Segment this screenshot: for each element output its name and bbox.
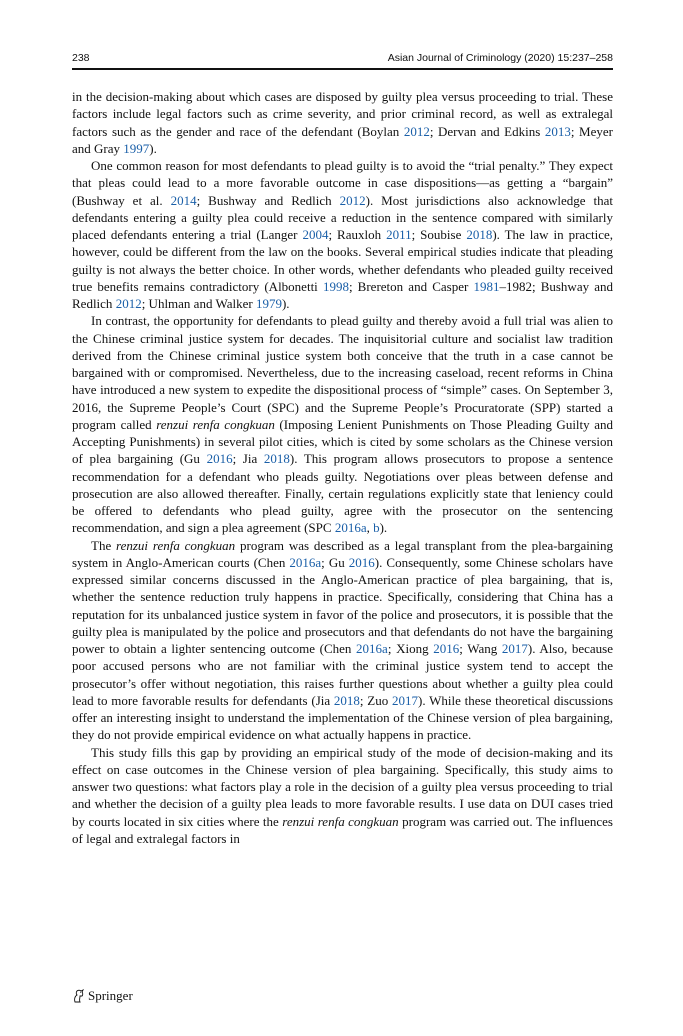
citation-link[interactable]: 2016	[206, 451, 233, 467]
text-run: ). Consequently, some Chinese scholars have expressed similar concerns discussed in the Anglo-American practice of plea bargaining, that is, whether the sentence reduction truly happens in practice. Specifically, considering that China has a reputation for its unbalanced justice system in favor of the police and prosecutors, it is possible that the guilty plea is manipulated by the police and prosecutors and that defendants do not have the bargaining power to obtain a lighter sentencing outcome (Chen	[72, 554, 613, 656]
text-run: (Imposing Lenient Punishments on Those Pleading Guilty and Accepting Punishments) in several pilot cities, which is cited by some scholars as the Chinese version of plea bargaining (Gu	[72, 416, 613, 467]
citation-link[interactable]: 2013	[544, 123, 571, 139]
citation-link[interactable]: 2016a	[289, 554, 322, 570]
text-run: ). The law in practice, however, could be different from the law on the books. Several empirical studies indicate that pleading guilty is not always the better choice. In other words, whether defendants who pleaded guilty received true benefits remains contradictory (Albonetti	[72, 227, 613, 294]
text-run: ; Meyer and Gray	[72, 123, 613, 156]
text-run: program was described as a legal transplant from the plea-bargaining system in Anglo-American courts (Chen	[72, 537, 613, 570]
text-run: ; Dervan and Edkins	[429, 123, 545, 139]
citation-link[interactable]: 2017	[392, 692, 419, 708]
italic-term: renzui renfa congkuan	[282, 813, 399, 829]
page-number: 238	[72, 52, 90, 64]
text-run: ). Most jurisdictions also acknowledge that defendants entering a guilty plea could receive a reduction in the sentence compared with similarly placed defendants entering a trial (Langer	[72, 192, 613, 242]
springer-horse-icon	[72, 989, 85, 1003]
text-run: ; Gu	[321, 554, 349, 570]
citation-link[interactable]: 2017	[501, 641, 528, 656]
publisher-footer	[72, 988, 133, 1004]
citation-link[interactable]: 1979	[255, 296, 282, 311]
citation-link[interactable]: 2018	[466, 227, 493, 242]
citation-link[interactable]: 1981	[473, 278, 500, 294]
citation-link[interactable]: 1997	[123, 140, 150, 156]
citation-link[interactable]: 2016a	[334, 520, 367, 536]
body-paragraph	[72, 157, 613, 312]
citation-link[interactable]: 2011	[386, 227, 412, 242]
text-run: program was carried out. The influences of legal and extralegal factors in	[72, 813, 613, 846]
publisher-name: Springer	[88, 988, 133, 1003]
text-run: ).	[281, 296, 290, 311]
body-paragraph	[72, 744, 613, 848]
text-run: in the decision-making about which cases are disposed by guilty plea versus proceeding to trial. These factors include legal factors such as crime severity, and prior criminal record, as well as extralegal factors such as the gender and race of the defendant (Boylan	[72, 89, 613, 139]
citation-link[interactable]: 2012	[115, 296, 142, 311]
body-paragraph	[72, 537, 613, 744]
citation-link[interactable]: 2012	[339, 192, 366, 208]
citation-link[interactable]: 2018	[263, 451, 290, 467]
citation-link[interactable]: 2014	[170, 192, 197, 208]
text-run: ; Soubise	[411, 227, 467, 242]
journal-citation: Asian Journal of Criminology (2020) 15:237–258	[387, 52, 613, 64]
text-run: –1982; Bushway and Redlich	[72, 278, 613, 311]
text-run: ,	[366, 520, 374, 536]
text-run: ). Also, because poor accused persons who are not familiar with the criminal justice system tend to accept the prosecutor’s offer without negotiation, this raises further questions about whether a guilty plea could lead to more favorable results for defendants (Jia	[72, 641, 613, 708]
text-run: ). While these theoretical discussions offer an interesting insight to understand the implementation of the Chinese version of plea bargaining, they do not provide empirical evidence on what actually happens in practice.	[72, 692, 614, 743]
text-run: ; Jia	[232, 451, 264, 467]
citation-link[interactable]: 2016a	[356, 641, 388, 656]
body-paragraph	[72, 88, 613, 157]
citation-link[interactable]: 2012	[403, 123, 430, 139]
header-rule	[72, 68, 613, 70]
citation-link[interactable]: 2018	[333, 692, 360, 708]
article-body	[72, 88, 613, 847]
citation-link[interactable]: 1998	[322, 278, 349, 294]
text-run: ).	[379, 520, 388, 536]
citation-link[interactable]: 2016	[348, 554, 375, 570]
italic-term: renzui renfa congkuan	[116, 537, 236, 553]
text-run: ). This program allows prosecutors to propose a sentence recommendation for a defendant who pleads guilty. Negotiations over pleas between defense and prosecution are also allowed thereafter. Finally, certain regulations explicitly state that leniency could be offered to defendants who plead guilty, agree with the prosecutor on the sentencing recommendation, and sign a plea agreement (SPC	[72, 451, 614, 536]
text-run: ; Brereton and Casper	[348, 278, 474, 294]
text-run: ; Uhlman and Walker	[141, 296, 256, 311]
text-run: This study fills this gap by providing an empirical study of the mode of decision-making and its effect on case outcomes in the Chinese version of plea bargaining. Specifically, this study aims to answer two questions: what factors play a role in the decision of a guilty plea versus proceeding to trial and whether the decision of a guilty plea leads to more favorable results. I use data on DUI cases tried by courts located in six cities where the	[72, 744, 613, 829]
text-run: The	[91, 537, 117, 553]
body-paragraph	[72, 312, 613, 536]
text-run: One common reason for most defendants to plead guilty is to avoid the “trial penalty.” They expect that pleas could lead to a more favorable outcome in case dispositions—as getting a “bargain” (Bushway et al.	[72, 158, 613, 208]
text-run: In contrast, the opportunity for defendants to plead guilty and thereby avoid a full trial was alien to the Chinese criminal justice system for decades. The inquisitorial culture and socialist law tradition derived from the Chinese criminal justice system both conceive that the truth in a case cannot be bargained with or compromised. Nevertheless, due to the increasing caseload, recent reforms in China have introduced a new system to expedite the dispositional process of “simple” cases. On September 3, 2016, the Supreme People’s Court (SPC) and the Supreme People’s Procuratorate (SPP) started a program called	[72, 313, 613, 432]
citation-link[interactable]: 2004	[302, 227, 329, 242]
text-run: ; Xiong	[387, 641, 434, 656]
text-run: ; Zuo	[359, 692, 393, 708]
text-run: ).	[149, 140, 157, 156]
italic-term: renzui renfa congkuan	[156, 416, 275, 432]
citation-link[interactable]: 2016	[433, 641, 460, 656]
text-run: ; Wang	[459, 641, 502, 656]
text-run: ; Bushway and Redlich	[196, 192, 340, 208]
text-run: ; Rauxloh	[328, 227, 387, 242]
citation-link[interactable]: b	[373, 520, 380, 536]
